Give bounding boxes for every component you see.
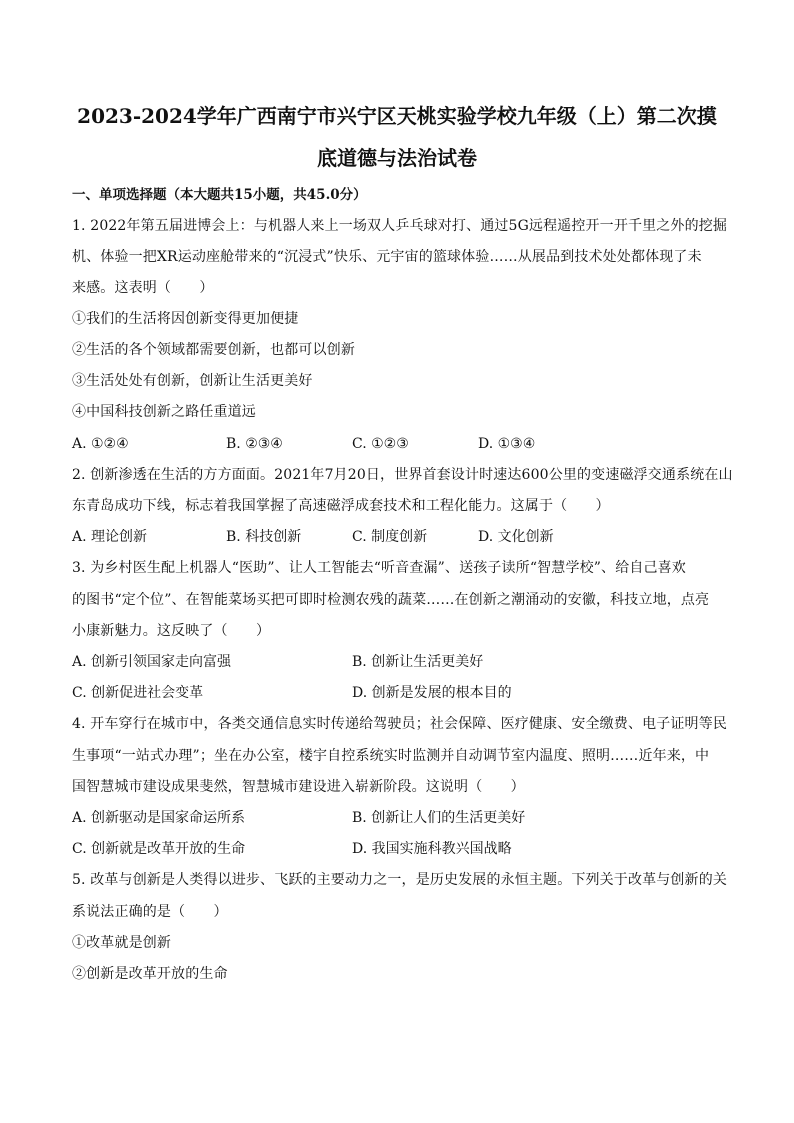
q5-stem-line: 5. 改革与创新是人类得以进步、飞跃的主要动力之一，是历史发展的永恒主题。下列关于改革与创新的关 <box>72 872 728 888</box>
q1-item: ②生活的各个领域都需要创新，也都可以创新 <box>72 342 355 358</box>
q4-stem-line: 国智慧城市建设成果斐然，智慧城市建设进入崭新阶段。这说明（ ） <box>72 779 525 795</box>
q4-stem-line: 生事项“一站式办理”；坐在办公室，楼宇自控系统实时监测并自动调节室内温度、照明……近年来，中 <box>72 748 710 764</box>
q1-item: ④中国科技创新之路任重道远 <box>72 404 256 420</box>
page-title-line-1: 2023-2024学年广西南宁市兴宁区天桃实验学校九年级（上）第二次摸 <box>77 104 717 128</box>
q5-item: ②创新是改革开放的生命 <box>72 966 228 982</box>
q2-option-b: B. 科技创新 <box>226 529 302 545</box>
q3-option-a: A. 创新引领国家走向富强 <box>72 654 232 670</box>
q1-option-d: D. ①③④ <box>478 436 536 452</box>
q2-option-d: D. 文化创新 <box>478 529 554 545</box>
q3-option-d: D. 创新是发展的根本目的 <box>352 685 512 701</box>
q2-stem-line: 2. 创新渗透在生活的方方面面。2021年7月20日，世界首套设计时速达600公里的变速磁浮交通系统在山 <box>72 467 733 483</box>
q3-option-c: C. 创新促进社会变革 <box>72 685 204 701</box>
q5-item: ①改革就是创新 <box>72 935 172 951</box>
q3-stem-line: 3. 为乡村医生配上机器人“医助”、让人工智能去“听音查漏”、送孩子读所“智慧学校”、给自己喜欢 <box>72 560 686 576</box>
q4-option-b: B. 创新让人们的生活更美好 <box>352 810 526 826</box>
q4-stem-line: 4. 开车穿行在城市中，各类交通信息实时传递给驾驶员；社会保障、医疗健康、安全缴费、电子证明等民 <box>72 716 728 732</box>
q2-option-a: A. 理论创新 <box>72 529 148 545</box>
q4-option-a: A. 创新驱动是国家命运所系 <box>72 810 246 826</box>
q5-stem-line: 系说法正确的是（ ） <box>72 904 228 920</box>
q4-option-c: C. 创新就是改革开放的生命 <box>72 841 246 857</box>
q1-item: ③生活处处有创新，创新让生活更美好 <box>72 373 313 389</box>
q1-option-c: C. ①②③ <box>352 436 409 452</box>
q4-option-d: D. 我国实施科教兴国战略 <box>352 841 512 857</box>
q3-stem-line: 的图书“定个位”、在智能菜场买把可即时检测农残的蔬菜……在创新之潮涌动的安徽，科技立地，点亮 <box>72 592 710 608</box>
section-heading-single-choice: 一、单项选择题（本大题共15小题，共45.0分） <box>72 187 367 203</box>
page-title-line-2: 底道德与法治试卷 <box>317 146 477 170</box>
q2-stem-line: 东青岛成功下线，标志着我国掌握了高速磁浮成套技术和工程化能力。这属于（ ） <box>72 498 610 514</box>
q1-option-a: A. ①②④ <box>72 436 129 452</box>
q1-stem-line: 机、体验一把XR运动座舱带来的“沉浸式”快乐、元宇宙的篮球体验……从展品到技术处处都体现了未 <box>72 249 702 265</box>
q1-option-b: B. ②③④ <box>226 436 283 452</box>
q1-stem-line: 1. 2022年第五届进博会上：与机器人来上一场双人乒乓球对打、通过5G远程遥控开一开千里之外的挖掘 <box>72 218 728 234</box>
q1-stem-line: 来感。这表明（ ） <box>72 280 214 296</box>
q3-option-b: B. 创新让生活更美好 <box>352 654 484 670</box>
q1-item: ①我们的生活将因创新变得更加便捷 <box>72 311 299 327</box>
q2-option-c: C. 制度创新 <box>352 529 428 545</box>
q3-stem-line: 小康新魅力。这反映了（ ） <box>72 623 271 639</box>
